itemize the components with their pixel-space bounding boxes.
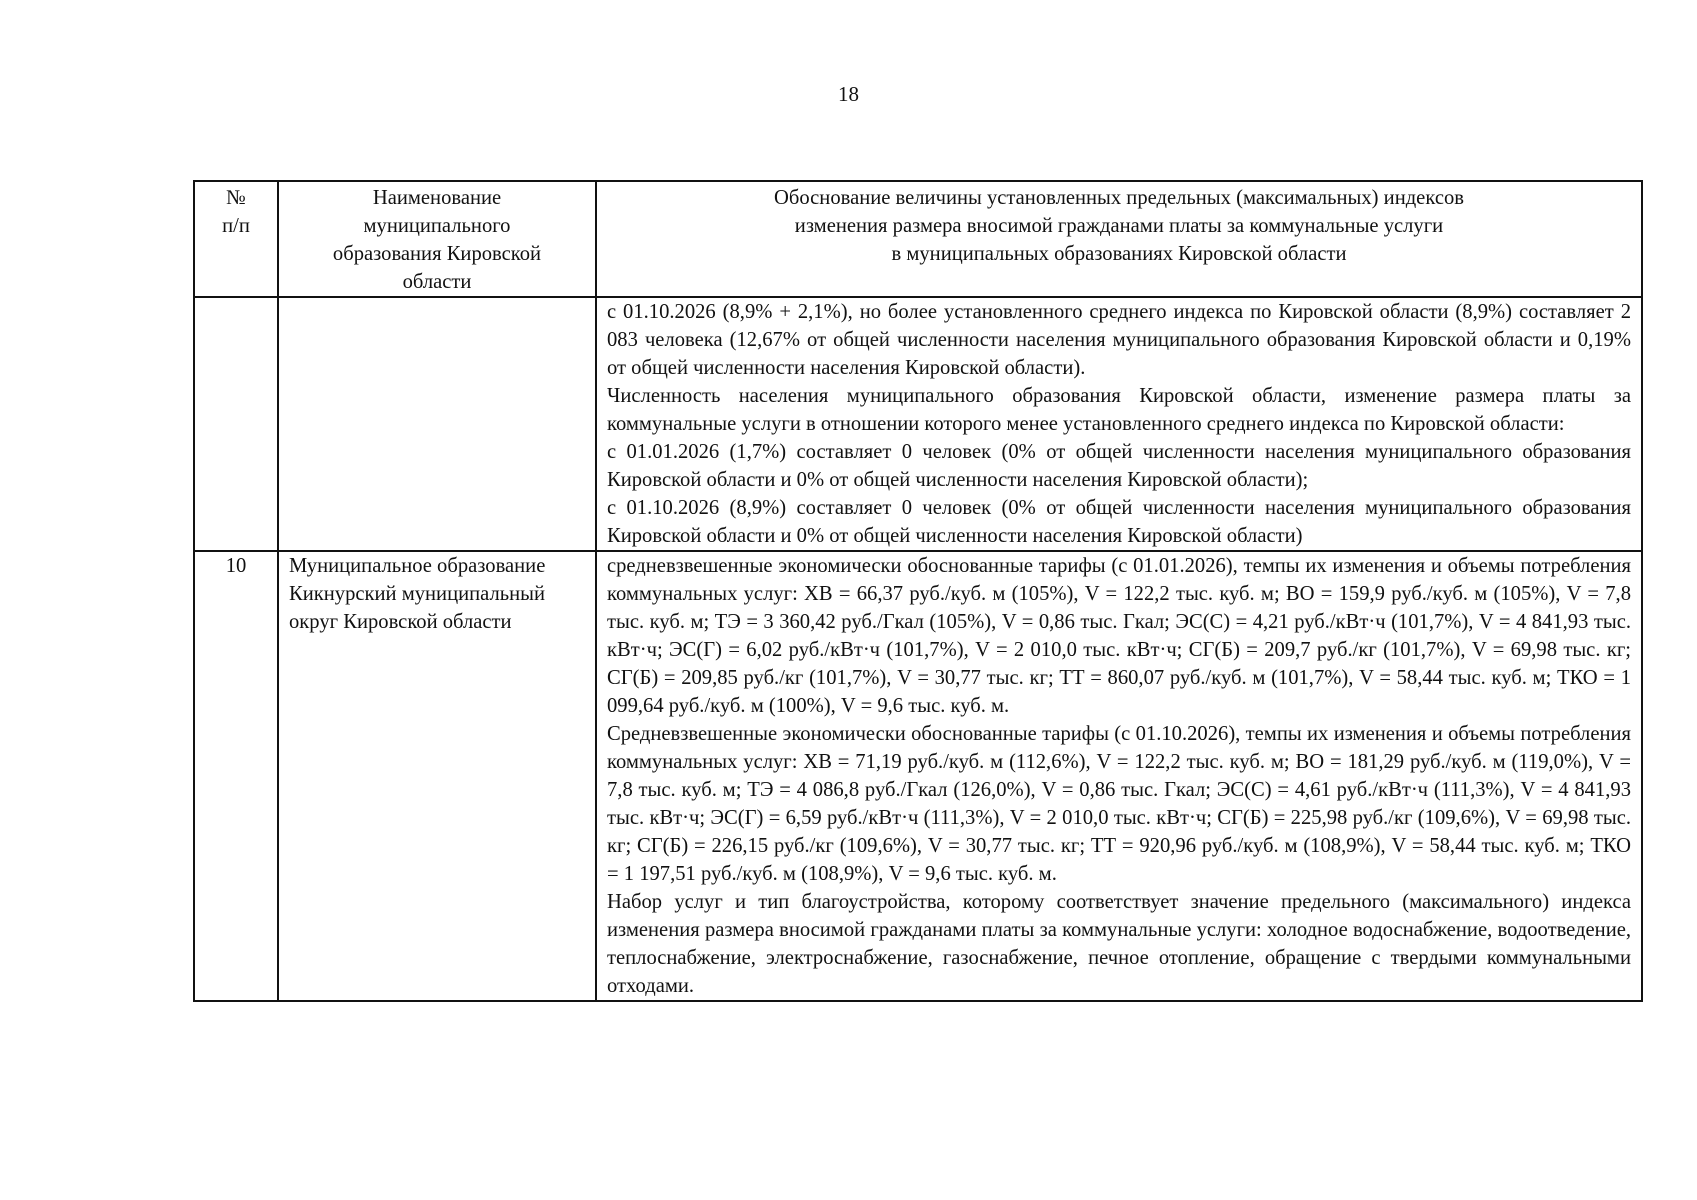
municipality-name: Муниципальное образование Кикнурский муниципальный округ Кировской области [278,551,596,1001]
table-row [194,297,1642,551]
justification-paragraph: с 01.10.2026 (8,9%) составляет 0 человек (0% от общей численности населения муниципального образования Кировской области и 0% от общей численности населения Кировской области) [607,497,1631,547]
table-body [194,297,1642,1001]
header-name [278,181,596,297]
header-justification-line: в муниципальных образованиях Кировской области [891,243,1347,265]
justification-paragraph: Численность населения муниципального образования Кировской области, изменение размера платы за коммунальные услуги в отношении которого менее установленного среднего индекса по Кировской области: [607,385,1631,435]
header-num [194,181,278,297]
justification-cell [596,551,1642,1001]
header-name-line: муниципального [363,215,511,237]
header-num-line: п/п [222,215,250,237]
row-number: 10 [194,551,278,1001]
header-name-line: Наименование [372,187,502,209]
justification-cell [596,297,1642,551]
justification-paragraph: Средневзвешенные экономически обоснованные тарифы (с 01.10.2026), темпы их изменения и объемы потребления коммунальных услуг: ХВ = 71,19 руб./куб. м (112,6%), V = 122,2 тыс. куб. м; ВО = 181,29 руб./куб. м (119,0%), V = 7,8 тыс. куб. м; ТЭ = 4 086,8 руб./Гкал (126,0%), V = 0,86 тыс. Гкал; ЭС(С) = 4,61 руб./кВт·ч (111,3%), V = 4 841,93 тыс. кВт·ч; ЭС(Г) = 6,59 руб./кВт·ч (111,3%), V = 2 010,0 тыс. кВт·ч; СГ(Б) = 225,98 руб./кг (109,6%), V = 69,98 тыс. кг; СГ(Б) = 226,15 руб./кг (109,6%), V = 30,77 тыс. кг; ТТ = 920,96 руб./куб. м (108,9%), V = 58,44 тыс. куб. м; ТКО = 1 197,51 руб./куб. м (108,9%), V = 9,6 тыс. куб. м. [607,723,1631,885]
header-justification [596,181,1642,297]
page-number: 18 [838,82,859,106]
row-number [194,297,278,551]
header-justification-line: изменения размера вносимой гражданами платы за коммунальные услуги [794,215,1444,237]
justification-paragraph: с 01.01.2026 (1,7%) составляет 0 человек (0% от общей численности населения муниципального образования Кировской области и 0% от общей численности населения Кировской области); [607,441,1631,491]
table-header [194,181,1642,297]
header-name-line: области [402,271,472,293]
header-justification-line: Обоснование величины установленных предельных (максимальных) индексов [774,187,1464,209]
table-row [194,551,1642,1001]
header-row [194,181,1642,297]
justification-paragraph: Набор услуг и тип благоустройства, которому соответствует значение предельного (максимального) индекса изменения размера вносимой гражданами платы за коммунальные услуги: холодное водоснабжение, водоотведение, теплоснабжение, электроснабжение, газоснабжение, печное отопление, обращение с твердыми коммунальными отходами. [607,891,1631,997]
justification-paragraph: средневзвешенные экономически обоснованные тарифы (с 01.01.2026), темпы их изменения и объемы потребления коммунальных услуг: ХВ = 66,37 руб./куб. м (105%), V = 122,2 тыс. куб. м; ВО = 159,9 руб./куб. м (105%), V = 7,8 тыс. куб. м; ТЭ = 3 360,42 руб./Гкал (105%), V = 0,86 тыс. Гкал; ЭС(С) = 4,21 руб./кВт·ч (101,7%), V = 4 841,93 тыс. кВт·ч; ЭС(Г) = 6,02 руб./кВт·ч (101,7%), V = 2 010,0 тыс. кВт·ч; СГ(Б) = 209,7 руб./кг (101,7%), V = 69,98 тыс. кг; СГ(Б) = 209,85 руб./кг (101,7%), V = 30,77 тыс. кг; ТТ = 860,07 руб./куб. м (101,7%), V = 58,44 тыс. куб. м; ТКО = 1 099,64 руб./куб. м (100%), V = 9,6 тыс. куб. м. [607,555,1631,717]
municipality-name [278,297,596,551]
justification-paragraph: с 01.10.2026 (8,9% + 2,1%), но более установленного среднего индекса по Кировской области (8,9%) составляет 2 083 человека (12,67% от общей численности населения муниципального образования Кировской области и 0,19% от общей численности населения Кировской области). [607,301,1631,379]
tariff-justification-table [193,180,1643,1002]
header-name-line: образования Кировской [332,243,542,265]
header-num-line: № [226,187,246,209]
